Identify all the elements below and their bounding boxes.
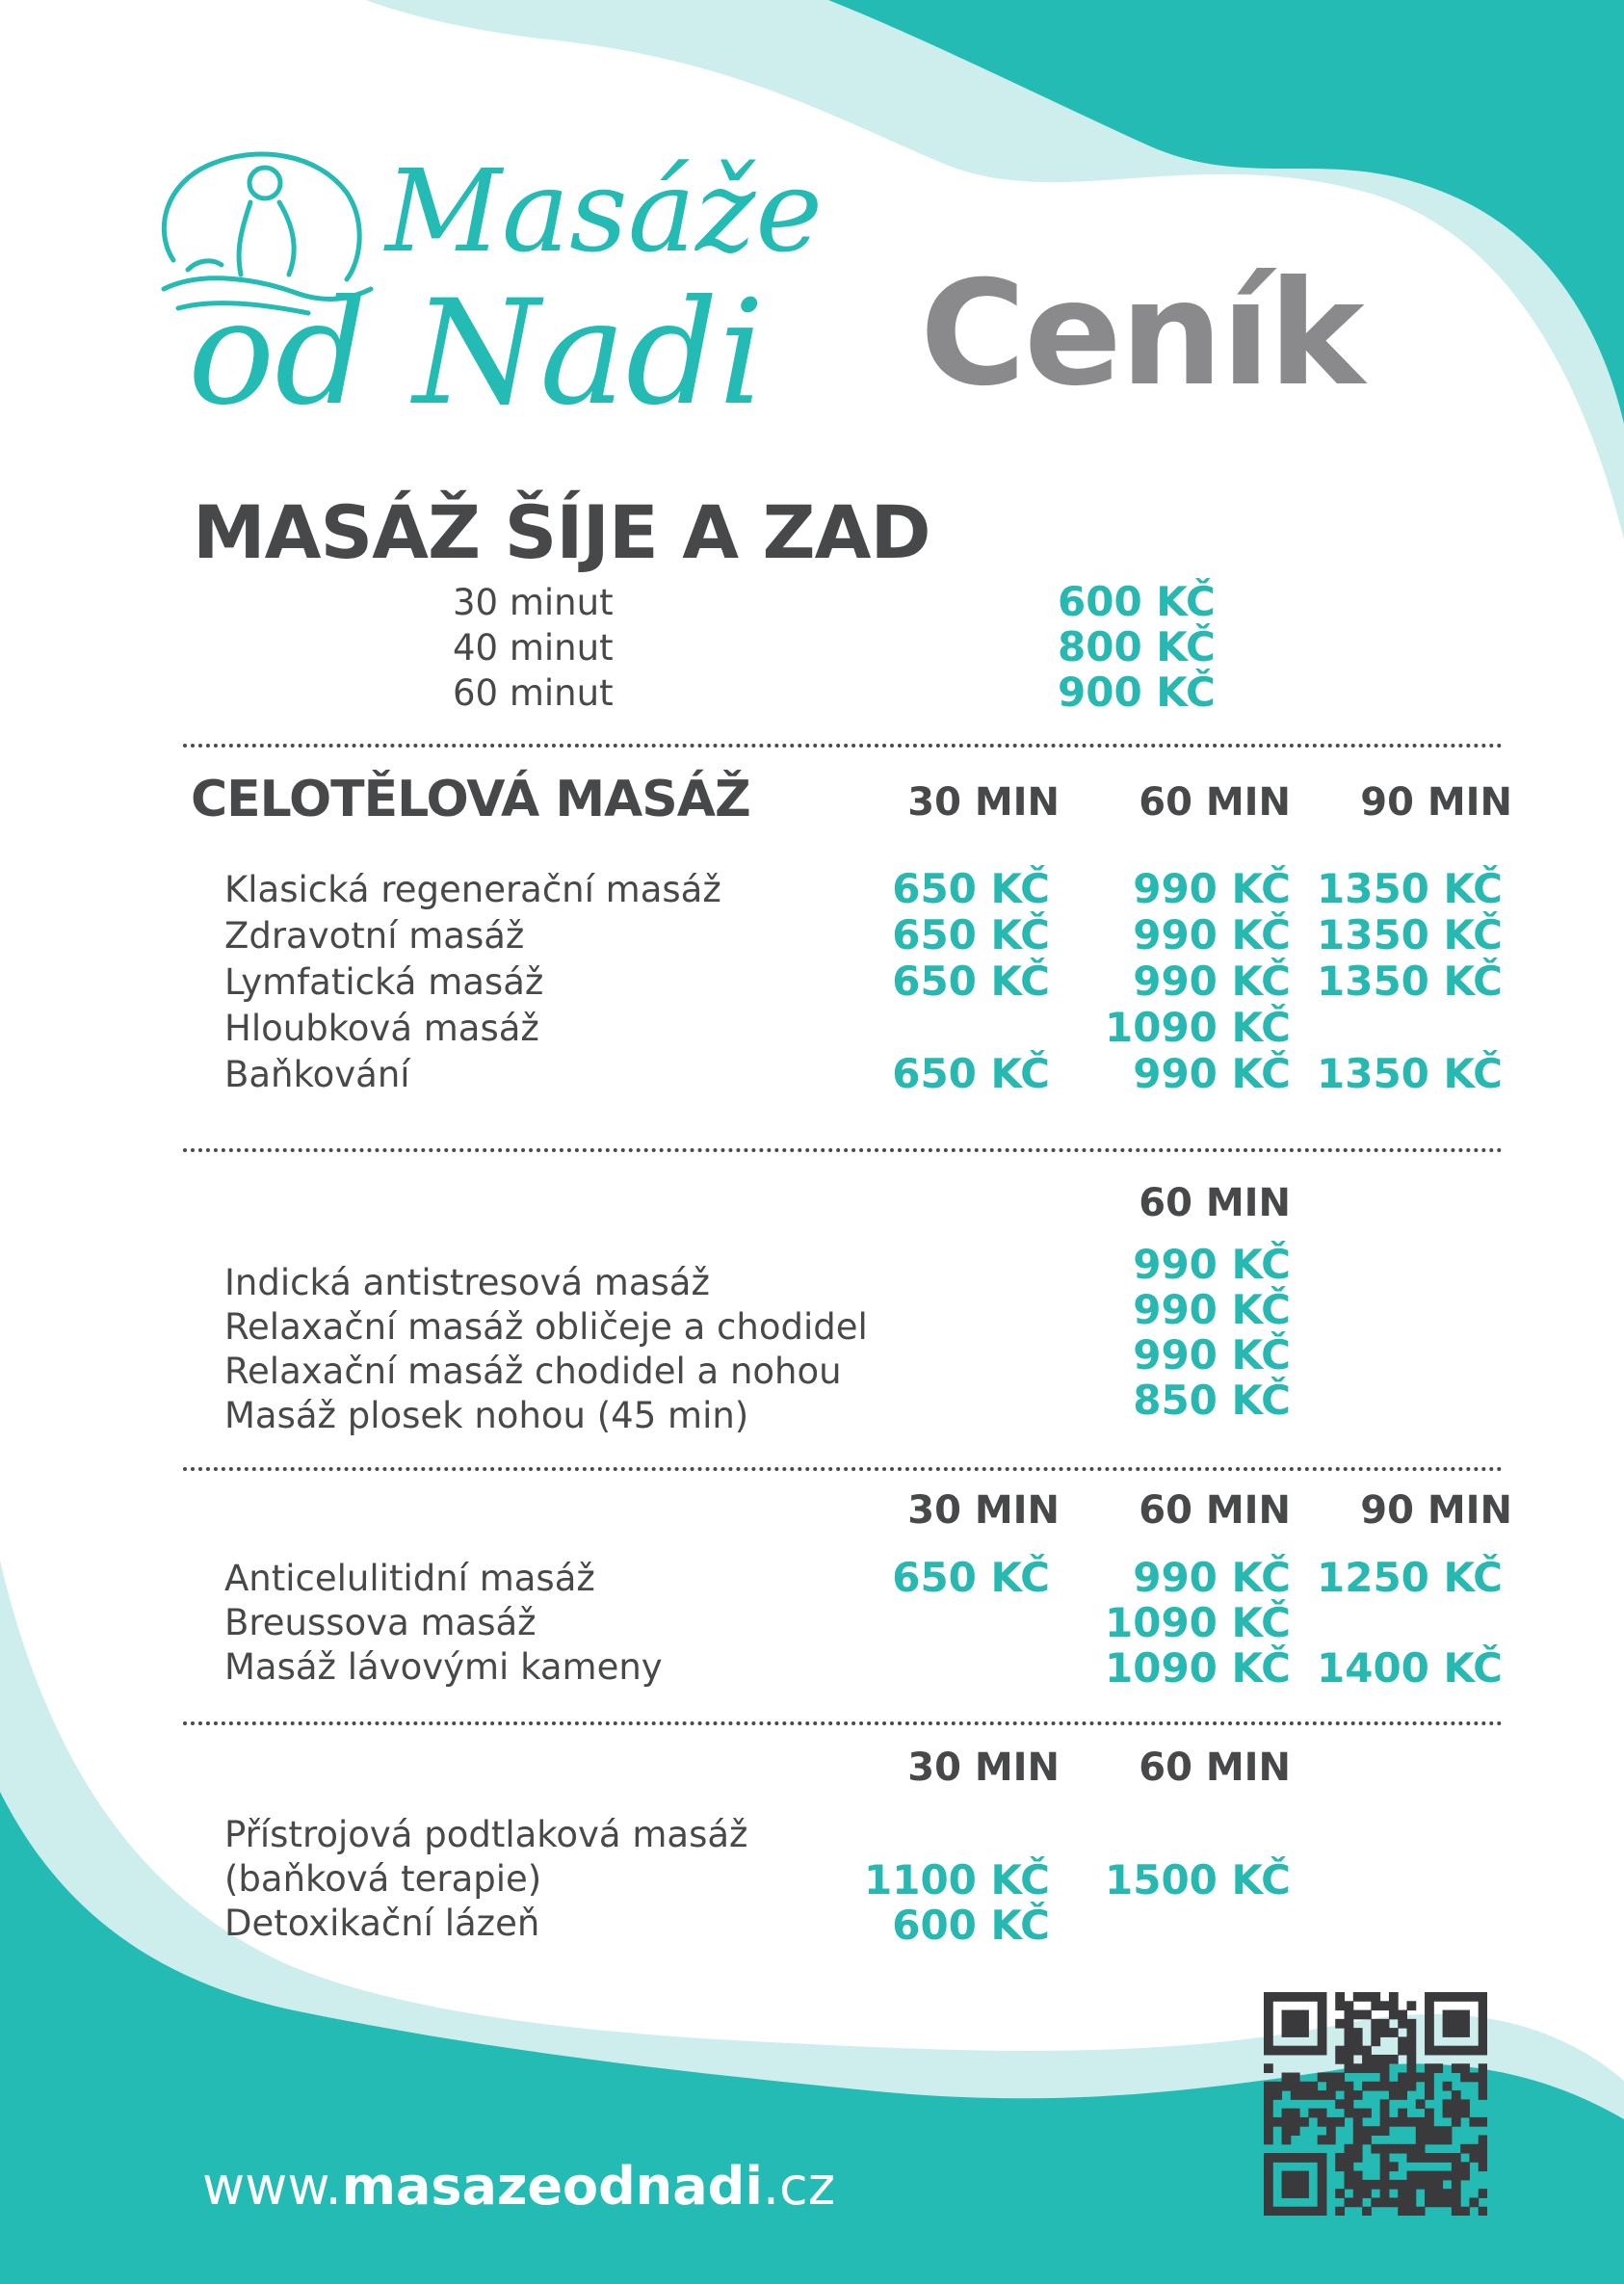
price-30: 650 KČ — [892, 1050, 1050, 1097]
price-60: 990 KČ — [1133, 1331, 1291, 1378]
price-60: 990 KČ — [1133, 958, 1291, 1005]
col-30min: 30 MIN — [907, 1488, 1060, 1533]
qr-code-icon[interactable] — [1264, 1992, 1487, 2216]
price-60: 990 KČ — [1133, 865, 1291, 912]
service-label: Relaxační masáž obličeje a chodidel — [224, 1306, 868, 1348]
divider — [183, 1467, 1503, 1471]
col-30min: 30 MIN — [907, 1746, 1060, 1790]
service-label: Indická antistresová masáž — [224, 1262, 710, 1303]
section1-row-price: 800 KČ — [1058, 623, 1216, 670]
col-60min: 60 MIN — [1139, 1746, 1291, 1790]
price-60: 1090 KČ — [1105, 1599, 1291, 1646]
price-30: 650 KČ — [892, 865, 1050, 912]
col-60min: 60 MIN — [1139, 780, 1291, 825]
section1-row-label: 60 minut — [453, 672, 614, 714]
service-label: Relaxační masáž chodidel a nohou — [224, 1351, 842, 1392]
section1-row-price: 600 KČ — [1058, 578, 1216, 625]
service-label: Masáž lávovými kameny — [224, 1646, 663, 1688]
price-90: 1350 KČ — [1317, 1050, 1503, 1097]
section1-row-label: 40 minut — [453, 627, 614, 669]
service-label: (baňková terapie) — [224, 1858, 542, 1900]
price-60: 990 KČ — [1133, 1554, 1291, 1601]
section2-heading: CELOTĚLOVÁ MASÁŽ — [191, 771, 750, 828]
service-label: Klasická regenerační masáž — [224, 869, 721, 910]
section1-row-label: 30 minut — [453, 582, 614, 623]
price-60: 1500 KČ — [1105, 1856, 1291, 1903]
price-90: 1350 KČ — [1317, 911, 1503, 958]
col-30min: 30 MIN — [907, 780, 1060, 825]
website-url[interactable] — [202, 2156, 835, 2217]
price-30: 650 KČ — [892, 958, 1050, 1005]
price-30: 1100 KČ — [864, 1856, 1050, 1903]
price-90: 1350 KČ — [1317, 865, 1503, 912]
price-60: 990 KČ — [1133, 1241, 1291, 1288]
service-label: Breussova masáž — [224, 1602, 537, 1643]
price-60: 990 KČ — [1133, 1050, 1291, 1097]
price-60: 990 KČ — [1133, 911, 1291, 958]
service-label: Hloubková masáž — [224, 1008, 539, 1049]
price-90: 1250 KČ — [1317, 1554, 1503, 1601]
price-90: 1350 KČ — [1317, 958, 1503, 1005]
service-label: Baňkování — [224, 1054, 410, 1095]
price-60: 990 KČ — [1133, 1286, 1291, 1333]
price-60: 850 KČ — [1133, 1377, 1291, 1424]
page-title: Ceník — [920, 250, 1363, 418]
price-30: 650 KČ — [892, 1554, 1050, 1601]
service-label: Přístrojová podtlaková masáž — [224, 1814, 748, 1855]
service-label: Masáž plosek nohou (45 min) — [224, 1395, 749, 1436]
brand-line2: od Nadi — [188, 270, 765, 437]
section1-row-price: 900 KČ — [1058, 669, 1216, 716]
divider — [183, 1148, 1503, 1152]
service-label: Detoxikační lázeň — [224, 1903, 540, 1944]
service-label: Lymfatická masáž — [224, 961, 544, 1003]
brand-line1: Masáže — [385, 144, 824, 277]
service-label: Anticelulitidní masáž — [224, 1558, 595, 1599]
url-domain: masazeodnadi — [341, 2156, 763, 2217]
price-60: 1090 KČ — [1105, 1644, 1291, 1692]
col-60min: 60 MIN — [1139, 1488, 1291, 1533]
price-30: 600 KČ — [892, 1902, 1050, 1949]
url-prefix: www. — [202, 2156, 342, 2217]
divider — [183, 744, 1503, 748]
col-90min: 90 MIN — [1360, 780, 1512, 825]
service-label: Zdravotní masáž — [224, 915, 525, 957]
divider — [183, 1721, 1503, 1725]
col-60min: 60 MIN — [1139, 1181, 1291, 1225]
url-suffix: .cz — [762, 2156, 836, 2217]
col-90min: 90 MIN — [1360, 1488, 1512, 1533]
price-90: 1400 KČ — [1317, 1644, 1503, 1692]
price-60: 1090 KČ — [1105, 1004, 1291, 1051]
section1-heading: MASÁŽ ŠÍJE A ZAD — [193, 489, 930, 575]
price-30: 650 KČ — [892, 911, 1050, 958]
